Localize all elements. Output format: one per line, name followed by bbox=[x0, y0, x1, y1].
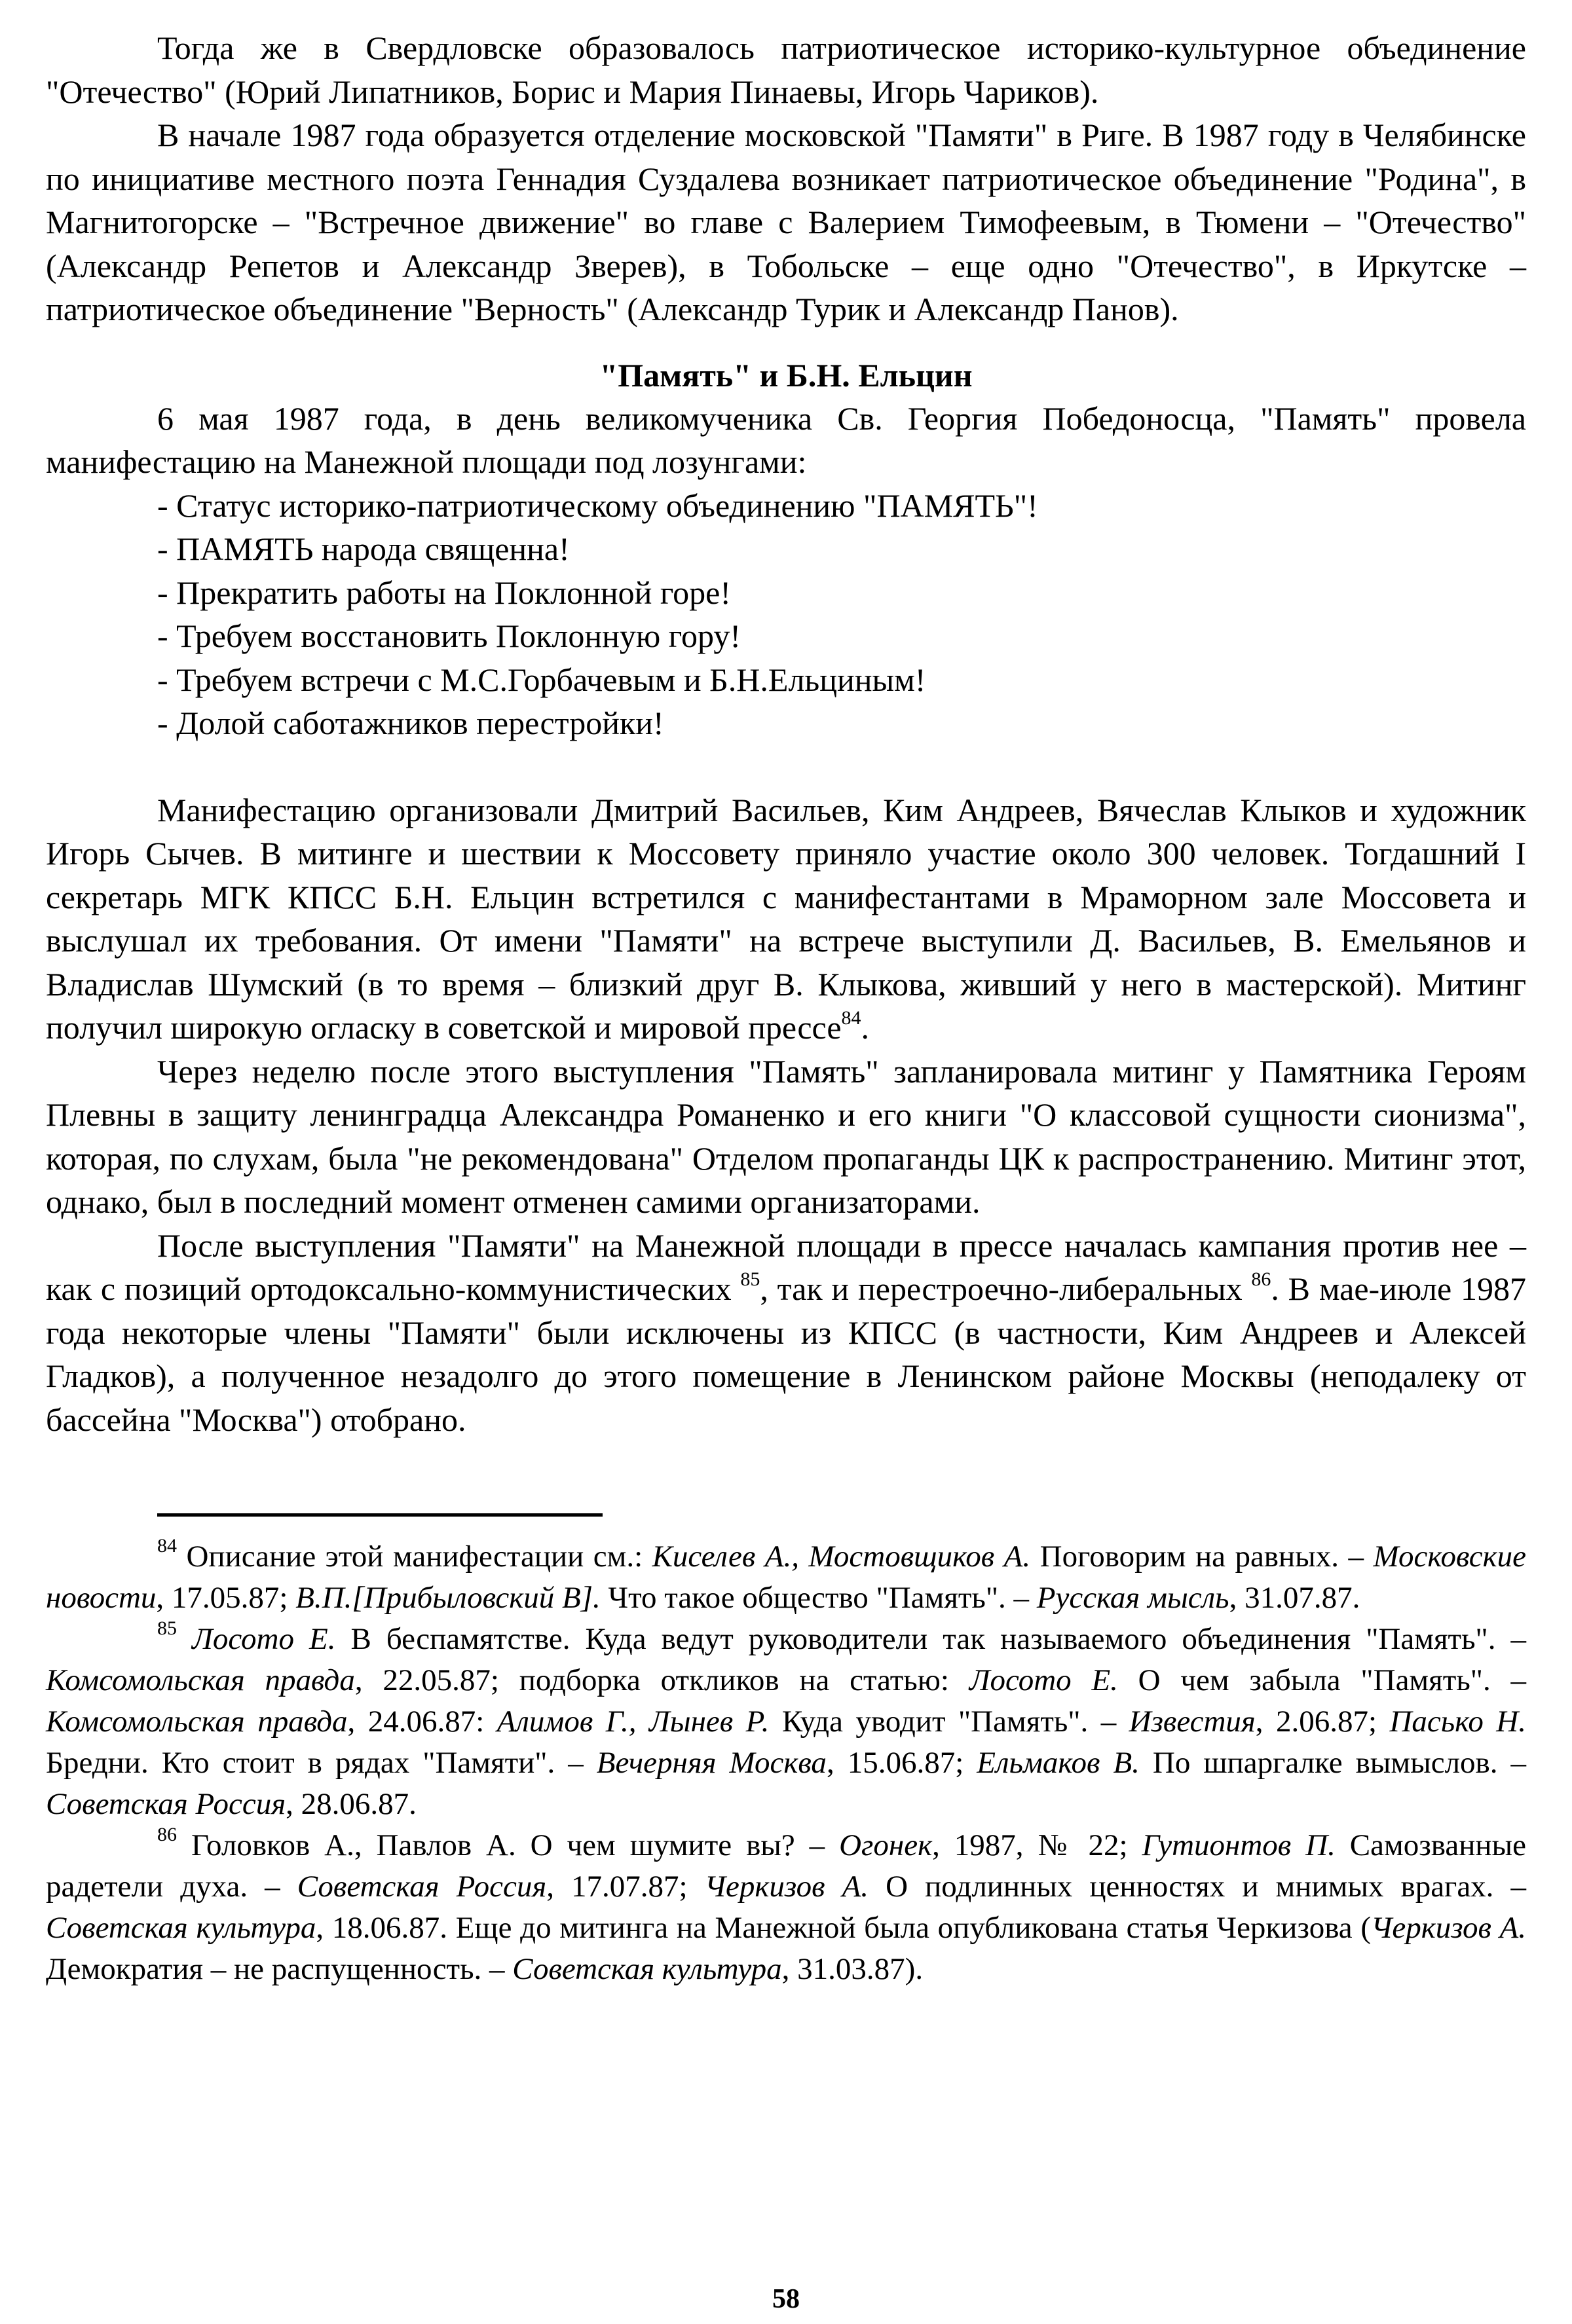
footnote-author: Пасько Н. bbox=[1389, 1705, 1526, 1739]
footnote-author: Киселев А., Мостовщиков А. bbox=[652, 1540, 1031, 1574]
footnote-author: Черкизов А. bbox=[1371, 1911, 1526, 1945]
footnote-text: Что такое общество "Память". – bbox=[600, 1581, 1037, 1615]
slogan-item: - Прекратить работы на Поклонной горе! bbox=[157, 574, 732, 611]
footnote-source: Московские новости bbox=[46, 1540, 1526, 1615]
footnote-text: Бредни. Кто стоит в рядах "Памяти". – bbox=[46, 1746, 597, 1780]
footnote-author: Лосото Е. bbox=[192, 1622, 336, 1656]
footnote-text: Головков А., Павлов А. О чем шумите вы? – bbox=[177, 1828, 840, 1862]
footnote-author: Гутионтов П. bbox=[1142, 1828, 1336, 1862]
slogan-item: - Статус историко-патриотическому объединению "ПАМЯТЬ"! bbox=[157, 487, 1038, 524]
footnote-text: , 17.07.87; bbox=[546, 1870, 705, 1904]
footnote-text: , 22.05.87; подборка откликов на статью: bbox=[354, 1663, 969, 1697]
document-page bbox=[46, 26, 1526, 1990]
footnote-text: Куда уводит "Память". – bbox=[769, 1705, 1129, 1739]
slogan-list bbox=[46, 484, 1526, 745]
footnote-author: Алимов Г., Лынев Р. bbox=[496, 1705, 770, 1739]
paragraph-organizers bbox=[46, 788, 1526, 1050]
footnote-source: Советская культура bbox=[46, 1911, 316, 1945]
footnote-text: Самозванные радетели духа. – bbox=[46, 1828, 1526, 1904]
footnote-source: Известия bbox=[1129, 1705, 1256, 1739]
section-heading: "Память" и Б.Н. Ельцин bbox=[599, 356, 973, 394]
footnote-86 bbox=[46, 1825, 1526, 1990]
footnote-source: Огонек bbox=[839, 1828, 933, 1862]
footnote-text: , 24.06.87: bbox=[347, 1705, 497, 1739]
paragraph-campaign bbox=[46, 1224, 1526, 1442]
footnote-text: О подлинных ценностях и мнимых врагах. – bbox=[869, 1870, 1527, 1904]
footnote-number: 85 bbox=[157, 1617, 177, 1639]
footnote-ref-85[interactable]: 85 bbox=[740, 1268, 760, 1290]
paragraph-may-6: 6 мая 1987 года, в день великомученика Св. Георгия Победоносца, "Память" провела манифестацию на Манежной площади под лозунгами: bbox=[46, 399, 1526, 480]
paragraph-text: . В мае-июле 1987 года некоторые члены "Памяти" были исключены из КПСС (в частности, Ким Андреев и Алексей Гладков), а полученное незадолго до этого помещение в Ленинском районе Москвы (неподалеку от бассейна "Москва") отобрано. bbox=[46, 1270, 1526, 1438]
footnote-text: , 31.07.87. bbox=[1229, 1581, 1360, 1615]
footnote-author: Лосото Е. bbox=[969, 1663, 1118, 1697]
footnote-text: , 18.06.87. Еще до митинга на Манежной была опубликована статья Черкизова ( bbox=[316, 1911, 1371, 1945]
footnote-85 bbox=[46, 1619, 1526, 1825]
footnote-ref-84[interactable]: 84 bbox=[841, 1007, 861, 1029]
footnote-number: 86 bbox=[157, 1824, 177, 1845]
footnote-source: Советская Россия bbox=[297, 1870, 547, 1904]
footnote-ref-86[interactable]: 86 bbox=[1251, 1268, 1271, 1290]
slogan-item: - Требуем восстановить Поклонную гору! bbox=[157, 618, 741, 654]
footnote-text: О чем забыла "Память". – bbox=[1117, 1663, 1526, 1697]
paragraph-text: Манифестацию организовали Дмитрий Васильев, Ким Андреев, Вячеслав Клыков и художник Игорь Сычев. В митинге и шествии к Моссовету приняло участие около 300 человек. Тогдашний I секретарь МГК КПСС Б.Н. Ельцин встретился с манифестантами в Мраморном зале Моссовета и выслушал их требования. От имени "Памяти" на встрече выступили Д. Васильев, В. Емельянов и Владислав Шумский (в то время – близкий друг В. Клыкова, живший у него в мастерской). Митинг получил широкую огласку в советской и мировой прессе bbox=[46, 791, 1526, 1046]
footnote-source: Советская культура bbox=[512, 1952, 782, 1986]
footnote-text: , 15.06.87; bbox=[826, 1746, 977, 1780]
footnote-source: Комсомольская правда bbox=[46, 1705, 348, 1739]
slogan-item: - Долой саботажников перестройки! bbox=[157, 705, 664, 741]
footnote-text: , 2.06.87; bbox=[1255, 1705, 1390, 1739]
footnotes bbox=[46, 1536, 1526, 1990]
footnote-author: В.П.[Прибыловский В]. bbox=[295, 1581, 601, 1615]
footnote-number: 84 bbox=[157, 1535, 177, 1557]
paragraph-text: . bbox=[861, 1009, 870, 1046]
footnote-text: Поговорим на равных. – bbox=[1030, 1540, 1374, 1574]
footnote-text: , 31.03.87). bbox=[781, 1952, 924, 1986]
footnote-text: , 1987, № 22; bbox=[932, 1828, 1142, 1862]
footnote-text: В беспамятстве. Куда ведут руководители так называемого объединения "Память". – bbox=[335, 1622, 1526, 1656]
footnote-84 bbox=[46, 1536, 1526, 1619]
footnote-text: , 28.06.87. bbox=[286, 1787, 417, 1821]
paragraph-text: После выступления "Памяти" на Манежной площади в прессе началась кампания против нее – как с позиций ортодоксально-коммунистических bbox=[46, 1227, 1526, 1307]
footnote-text: Демократия – не распущенность. – bbox=[46, 1952, 513, 1986]
footnote-author: Черкизов А. bbox=[704, 1870, 869, 1904]
paragraph-week-later: Через неделю после этого выступления "Память" запланировала митинг у Памятника Героям Плевны в защиту ленинградца Александра Романенко и его книги "О классовой сущности сионизма", которая, по слухам, была "не рекомендована" Отделом пропаганды ЦК к распространению. Митинг этот, однако, был в последний момент отменен самими организаторами. bbox=[46, 1052, 1526, 1220]
paragraph-text: , так и перестроечно-либеральных bbox=[760, 1270, 1252, 1307]
footnote-source: Русская мысль bbox=[1036, 1581, 1229, 1615]
page-number: 58 bbox=[772, 2284, 800, 2314]
footnote-source: Советская Россия bbox=[46, 1787, 286, 1821]
slogan-item: - ПАМЯТЬ народа священна! bbox=[157, 530, 570, 567]
footnote-text: Описание этой манифестации см.: bbox=[177, 1540, 652, 1574]
footnote-separator bbox=[157, 1513, 603, 1517]
footnote-author: Ельмаков В. bbox=[977, 1746, 1140, 1780]
footnote-source: Вечерняя Москва bbox=[596, 1746, 827, 1780]
paragraph-sverdlovsk: Тогда же в Свердловске образовалось патриотическое историко-культурное объединение "Отечество" (Юрий Липатников, Борис и Мария Пинаевы, Игорь Чариков). bbox=[46, 29, 1526, 110]
footnote-source: Комсомольская правда bbox=[46, 1663, 355, 1697]
footnote-text: По шпаргалке вымыслов. – bbox=[1139, 1746, 1526, 1780]
slogan-item: - Требуем встречи с М.С.Горбачевым и Б.Н.Ельциным! bbox=[157, 661, 926, 698]
footnote-text: , 17.05.87; bbox=[156, 1581, 296, 1615]
spacer bbox=[46, 745, 1526, 788]
paragraph-1987-branches: В начале 1987 года образуется отделение московской "Памяти" в Риге. В 1987 году в Челябинске по инициативе местного поэта Геннадия Суздалева возникает патриотическое объединение "Родина", в Магнитогорске – "Встречное движение" во главе с Валерием Тимофеевым, в Тюмени – "Отечество" (Александр Репетов и Александр Зверев), в Тобольске – еще одно "Отечество", в Иркутске – патриотическое объединение "Верность" (Александр Турик и Александр Панов). bbox=[46, 117, 1526, 327]
